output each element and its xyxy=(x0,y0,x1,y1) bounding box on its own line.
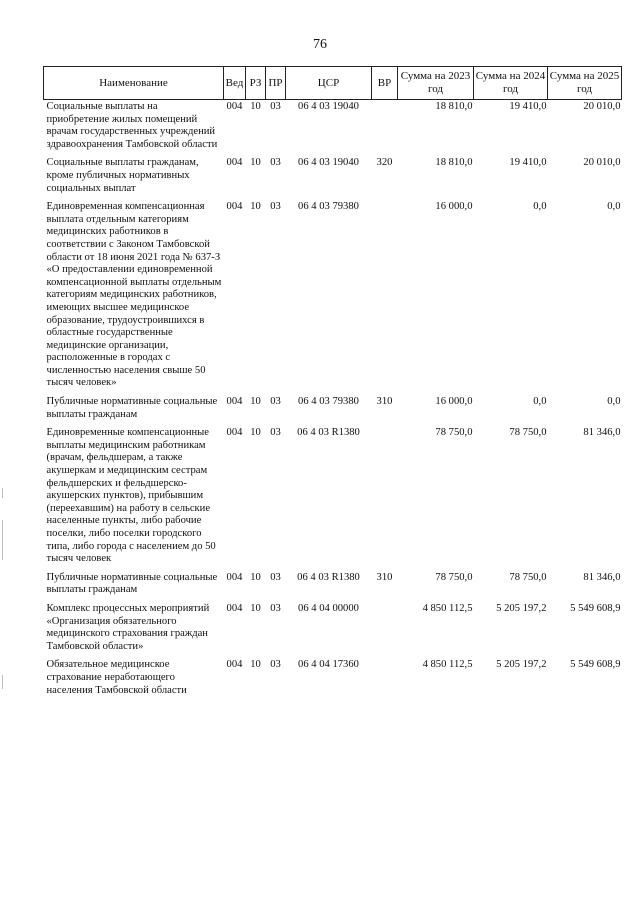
row-pr: 03 xyxy=(270,427,281,439)
header-sum-2024: Сумма на 2024 год xyxy=(474,67,548,100)
header-sum-2025: Сумма на 2025 год xyxy=(548,67,622,100)
row-sum-2023: 78 750,0 xyxy=(435,571,473,583)
row-sum-2025: 81 346,0 xyxy=(583,571,621,583)
table-row xyxy=(44,200,622,395)
row-vr: 310 xyxy=(376,396,393,408)
row-csr: 06 4 04 00000 xyxy=(298,602,359,614)
row-ved: 004 xyxy=(226,396,243,408)
row-ved: 004 xyxy=(226,101,243,112)
row-sum-2024: 5 205 197,2 xyxy=(496,659,547,671)
row-pr: 03 xyxy=(270,157,281,169)
row-sum-2024: 19 410,0 xyxy=(509,101,547,112)
row-pr: 03 xyxy=(270,659,281,671)
budget-table xyxy=(43,66,622,702)
row-sum-2023: 18 810,0 xyxy=(435,157,473,169)
row-rz: 10 xyxy=(250,659,261,671)
row-sum-2024: 0,0 xyxy=(533,201,547,213)
header-ved: Вед xyxy=(224,67,246,100)
page-number: 76 xyxy=(313,37,327,52)
row-name: Обязательное медицинское страхование неработающего населения Тамбовской области xyxy=(46,659,187,696)
row-rz: 10 xyxy=(250,571,261,583)
row-rz: 10 xyxy=(250,427,261,439)
row-sum-2024: 5 205 197,2 xyxy=(496,602,547,614)
row-csr: 06 4 04 17360 xyxy=(298,659,359,671)
table-header-row xyxy=(44,67,622,100)
row-vr xyxy=(372,100,398,157)
row-sum-2023: 4 850 112,5 xyxy=(422,659,473,671)
margin-mark xyxy=(2,520,3,560)
row-sum-2024: 78 750,0 xyxy=(509,571,547,583)
row-pr: 03 xyxy=(270,602,281,614)
header-vr: ВР xyxy=(372,67,398,100)
row-ved: 004 xyxy=(226,602,243,614)
row-csr: 06 4 03 R1380 xyxy=(297,571,360,583)
header-sum-2023: Сумма на 2023 год xyxy=(398,67,474,100)
table-row xyxy=(44,156,622,200)
table-row xyxy=(44,395,622,426)
header-csr: ЦСР xyxy=(286,67,372,100)
table-row xyxy=(44,100,622,157)
row-sum-2023: 16 000,0 xyxy=(435,201,473,213)
row-name: Комплекс процессных мероприятий «Организация обязательного медицинского страхования граждан Тамбовской области» xyxy=(46,602,210,652)
row-sum-2024: 78 750,0 xyxy=(509,427,547,439)
row-sum-2025: 5 549 608,9 xyxy=(570,602,621,614)
row-sum-2025: 20 010,0 xyxy=(583,157,621,169)
row-rz: 10 xyxy=(250,157,261,169)
row-name: Социальные выплаты на приобретение жилых помещений врачам государственных учреждений здравоохранения Тамбовской области xyxy=(46,101,218,150)
row-ved: 004 xyxy=(226,659,243,671)
row-vr xyxy=(372,658,398,702)
row-pr: 03 xyxy=(270,101,281,112)
row-ved: 004 xyxy=(226,201,243,213)
header-name: Наименование xyxy=(44,67,224,100)
row-rz: 10 xyxy=(250,201,261,213)
row-csr: 06 4 03 R1380 xyxy=(297,427,360,439)
row-csr: 06 4 03 79380 xyxy=(298,396,359,408)
row-name: Единовременная компенсационная выплата отдельным категориям медицинских работников в соответствии с Законом Тамбовской области от 18 июня 2021 года № 637-З «О предоставлении единовременной компенсационной выплаты отдельным категориям медицинских работников, имеющих высшее медицинское образование, трудоустроившихся в областные государственные медицинские организации, расположенные в городах с численностью населения свыше 50 тысяч человек» xyxy=(46,201,222,389)
row-csr: 06 4 03 79380 xyxy=(298,201,359,213)
row-sum-2025: 5 549 608,9 xyxy=(570,659,621,671)
row-sum-2025: 0,0 xyxy=(607,396,621,408)
row-sum-2023: 18 810,0 xyxy=(435,101,473,112)
row-sum-2023: 4 850 112,5 xyxy=(422,602,473,614)
row-name: Социальные выплаты гражданам, кроме публичных нормативных социальных выплат xyxy=(46,157,199,194)
row-name: Публичные нормативные социальные выплаты гражданам xyxy=(46,396,218,420)
row-sum-2023: 78 750,0 xyxy=(435,427,473,439)
row-vr xyxy=(372,602,398,658)
row-ved: 004 xyxy=(226,571,243,583)
row-name: Единовременные компенсационные выплаты медицинским работникам (врачам, фельдшерам, а также акушеркам и медицинским сестрам фельдшерских и фельдшерско-акушерских пунктов), прибывшим (переехавшим) на работу в сельские населенные пункты, либо рабочие поселки, либо поселки городского типа, либо города с населением до 50 тысяч человек xyxy=(46,427,216,565)
row-pr: 03 xyxy=(270,396,281,408)
header-rz: РЗ xyxy=(246,67,266,100)
row-sum-2024: 0,0 xyxy=(533,396,547,408)
margin-mark xyxy=(2,675,3,689)
row-vr: 310 xyxy=(376,571,393,583)
row-csr: 06 4 03 19040 xyxy=(298,101,359,112)
row-sum-2025: 20 010,0 xyxy=(583,101,621,112)
row-csr: 06 4 03 19040 xyxy=(298,157,359,169)
row-sum-2025: 81 346,0 xyxy=(583,427,621,439)
row-name: Публичные нормативные социальные выплаты гражданам xyxy=(46,571,218,596)
row-rz: 10 xyxy=(250,602,261,614)
row-rz: 10 xyxy=(250,101,261,112)
row-rz: 10 xyxy=(250,396,261,408)
row-pr: 03 xyxy=(270,571,281,583)
row-sum-2024: 19 410,0 xyxy=(509,157,547,169)
table-row xyxy=(44,571,622,602)
row-vr xyxy=(372,426,398,571)
row-ved: 004 xyxy=(226,157,243,169)
table-row xyxy=(44,658,622,702)
row-pr: 03 xyxy=(270,201,281,213)
row-vr xyxy=(372,200,398,395)
margin-mark xyxy=(2,488,3,498)
table-row xyxy=(44,426,622,571)
table-row xyxy=(44,602,622,658)
row-vr: 320 xyxy=(376,157,393,169)
row-ved: 004 xyxy=(226,427,243,439)
row-sum-2023: 16 000,0 xyxy=(435,396,473,408)
header-pr: ПР xyxy=(266,67,286,100)
row-sum-2025: 0,0 xyxy=(607,201,621,213)
